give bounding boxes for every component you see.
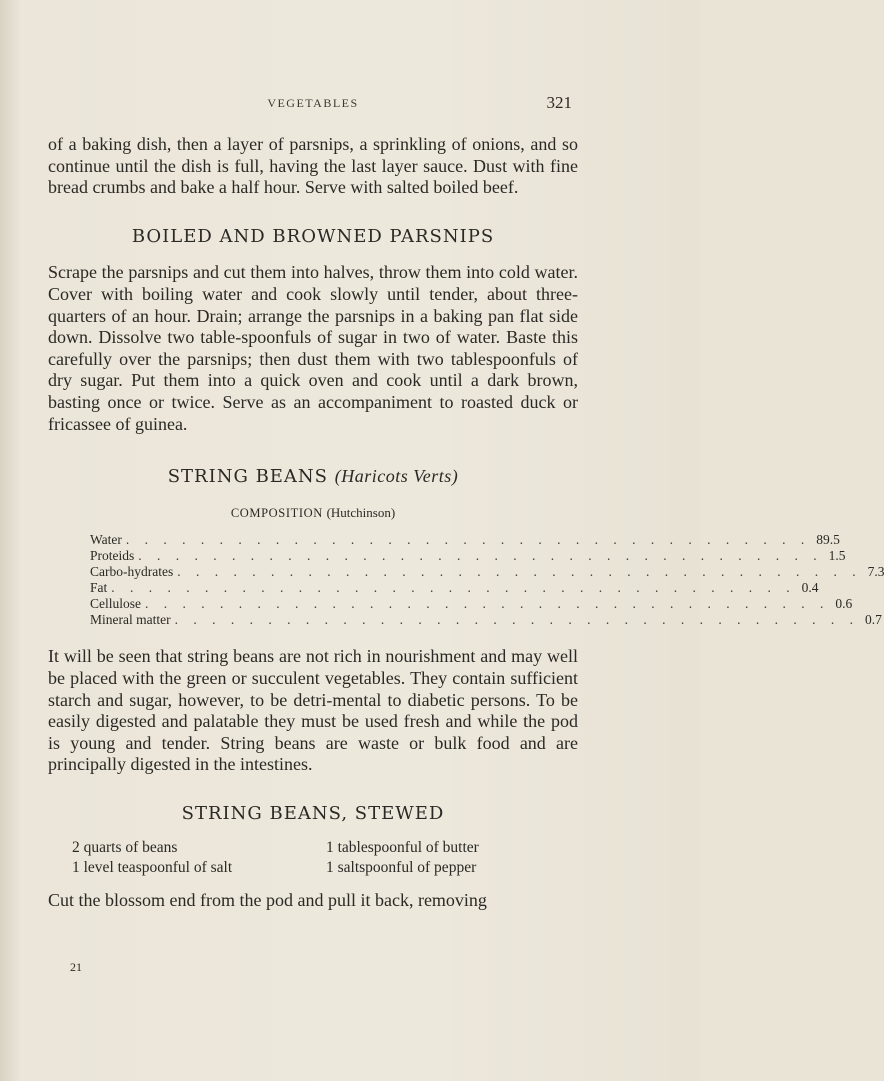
composition-value: 89.5 — [816, 532, 840, 548]
composition-table — [90, 532, 884, 628]
composition-label: Mineral matter — [90, 612, 171, 628]
boiled-parsnips-paragraph: Scrape the parsnips and cut them into halves, throw them into cold water. Cover with boiling water and cook slowly until tender, about three-quarters of an hour. Drain; arrange the parsnips in a baking pan flat side down. Dissolve two table-spoonfuls of sugar in two of water. Baste this carefully over the parsnips; then dust them with two tablespoonfuls of dry sugar. Put them into a quick oven and cook until a dark brown, basting once or twice. Serve as an accompaniment to roasted duck or fricassee of guinea. — [48, 262, 578, 434]
ingredient-item: 2 quarts of beans — [72, 839, 178, 857]
leader-dots: . . . . . . . . . . . . . . . . . . . . . . . . . . . . . . . . . . . . . — [177, 564, 862, 580]
ingredient-list — [48, 838, 578, 878]
heading-string-beans — [48, 466, 578, 488]
ingredient-item: 1 saltspoonful of pepper — [326, 859, 477, 877]
heading-string-beans-text: STRING BEANS — [167, 466, 329, 488]
page-content — [48, 134, 884, 912]
ingredient-item: 1 level teaspoonful of salt — [72, 859, 233, 877]
leader-dots: . . . . . . . . . . . . . . . . . . . . . . . . . . . . . . . . . . . . . — [145, 596, 830, 612]
leader-dots: . . . . . . . . . . . . . . . . . . . . . . . . . . . . . . . . . . . . . — [174, 612, 859, 628]
page-header — [48, 93, 578, 118]
leader-dots: . . . . . . . . . . . . . . . . . . . . . . . . . . . . . . . . . . . . . — [138, 548, 823, 564]
composition-value: 1.5 — [828, 548, 846, 564]
composition-row — [90, 596, 853, 612]
stewed-paragraph-start: Cut the blossom end from the pod and pull it back, removing — [48, 890, 487, 911]
composition-label: Fat — [90, 580, 108, 596]
composition-title-text: COMPOSITION — [230, 505, 323, 520]
composition-value: 0.7 — [864, 612, 882, 628]
composition-label: Proteids — [90, 548, 135, 564]
page-number: 321 — [546, 93, 572, 112]
leader-dots: . . . . . . . . . . . . . . . . . . . . . . . . . . . . . . . . . . . . . — [111, 580, 796, 596]
composition-value: 0.6 — [835, 596, 853, 612]
composition-value: 0.4 — [801, 580, 819, 596]
intro-paragraph: of a baking dish, then a layer of parsnips, a sprinkling of onions, and so continue until the dish is full, having the last layer sauce. Dust with fine bread crumbs and bake a half hour. Serve with salted boiled beef. — [48, 134, 578, 198]
composition-row — [90, 548, 846, 564]
composition-label: Cellulose — [90, 596, 141, 612]
heading-boiled-parsnips: BOILED AND BROWNED PARSNIPS — [131, 225, 495, 247]
heading-string-beans-stewed: STRING BEANS, STEWED — [181, 802, 445, 824]
running-head: VEGETABLES — [267, 96, 359, 110]
composition-title — [48, 502, 578, 525]
composition-value: 7.3 — [867, 564, 884, 580]
composition-source: (Hutchinson) — [326, 504, 396, 520]
leader-dots: . . . . . . . . . . . . . . . . . . . . . . . . . . . . . . . . . . . . . — [125, 532, 811, 548]
composition-row — [90, 564, 884, 580]
composition-row — [90, 612, 882, 628]
heading-string-beans-italic: (Haricots Verts) — [334, 466, 459, 487]
composition-label: Water — [90, 532, 122, 548]
ingredient-item: 1 tablespoonful of butter — [326, 839, 479, 857]
string-beans-paragraph: It will be seen that string beans are not rich in nourishment and may well be placed with the green or succulent vegetables. They contain sufficient starch and sugar, however, to be detri-mental to diabetic persons. To be easily digested and palatable they must be used fresh and while the pod is young and tender. String beans are waste or bulk food and are principally digested in the intestines. — [48, 646, 578, 775]
composition-label: Carbo-hydrates — [90, 564, 174, 580]
composition-row — [90, 532, 840, 548]
signature-mark: 21 — [70, 960, 82, 974]
composition-row — [90, 580, 819, 596]
